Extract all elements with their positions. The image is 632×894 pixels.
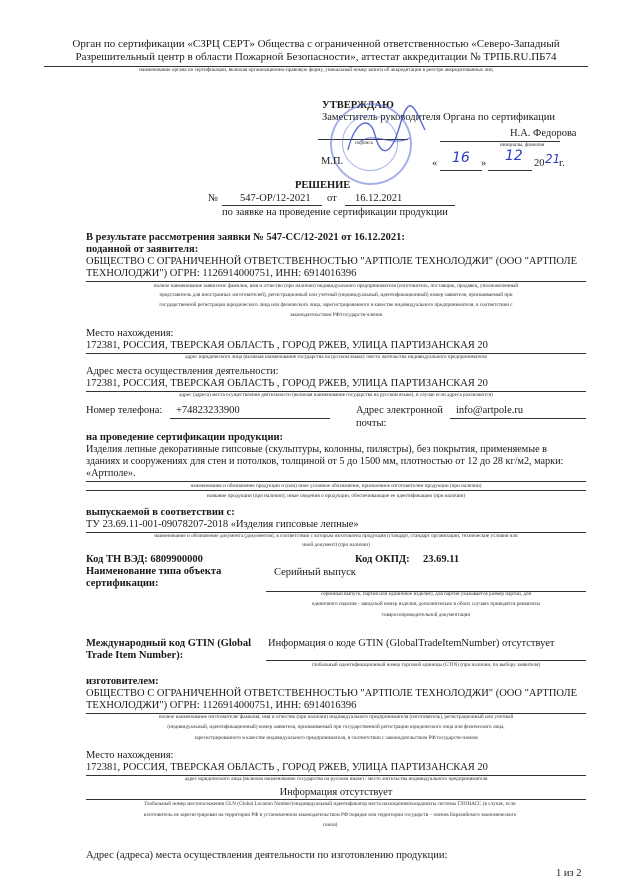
type-caption-3: товаросопроводительной документации xyxy=(381,612,471,618)
date-open-quote: « xyxy=(432,158,438,169)
applicant-caption-2: представитель для иностранных изготовителей), регистрационный или учетный (индивидуальный, идентификационный) номер заявителя, присваиваемый при xyxy=(159,292,513,298)
decision-from-label: от xyxy=(327,193,337,204)
location-caption: адрес юридического лица (включая наименование государства на русском языке) /место жительства индивидуального предпринимателя xyxy=(185,354,487,360)
date-day: 16 xyxy=(452,150,470,166)
okpd-value: 23.69.11 xyxy=(423,554,460,565)
activity-address-caption: адрес (адреса) места осуществления деятельности (включая наименование государства на русском языке), в случае если адреса различаются) xyxy=(179,392,493,398)
okpd-label: Код ОКПД: xyxy=(355,554,410,565)
application-intro: В результате рассмотрения заявки № 547-СС/12-2021 от 16.12.2021: xyxy=(86,232,405,243)
product-caption-1: наименование и обозначение продукции и (или) иное условное обозначение, присвоенное изготовителем продукции (при наличии) xyxy=(190,483,482,489)
decision-number-label: № xyxy=(208,193,219,204)
manufacturer-line-1: ОБЩЕСТВО С ОГРАНИЧЕННОЙ ОТВЕТСТВЕННОСТЬЮ "АРТПОЛЕ ТЕХНОЛОДЖИ" (ООО "АРТПОЛЕ xyxy=(86,688,578,699)
type-label-line-1: Наименование типа объекта xyxy=(86,566,222,577)
manufacturer-caption-2: (индивидуальный, идентификационный) номер заявителя, присваиваемый при государственной регистрации юридического лица или физического лица, xyxy=(167,724,505,730)
manufacturer-location-label: Место нахождения: xyxy=(86,750,174,761)
gln-caption-1: Глобальный номер местоположения GLN (Global Location Number)/индивидуальный идентификатор места нахождения/координаты системы ГЛОНАСС (в случае, если xyxy=(144,801,516,807)
email-underline xyxy=(450,418,586,419)
produced-caption-2: иной документ) (при наличии) xyxy=(302,542,370,548)
manufacturer-location-value: 172381, РОССИЯ, ТВЕРСКАЯ ОБЛАСТЬ , ГОРОД РЖЕВ, УЛИЦА ПАРТИЗАНСКАЯ 20 xyxy=(86,762,488,773)
product-caption-2: название продукции (при наличии); иные сведения о продукции, обеспечивающие ее идентификацию (при наличии) xyxy=(206,493,466,499)
approval-position: Заместитель руководителя Органа по сертификации xyxy=(322,112,556,123)
applicant-underline xyxy=(86,281,586,282)
applicant-line-2: ТЕХНОЛОДЖИ") ОГРН: 1126914000751, ИНН: 6914016396 xyxy=(86,268,357,279)
email-label-line-2: почты: xyxy=(356,418,387,429)
product-line-1: Изделия лепные декоративные гипсовые (скульптуры, колонны, пилястры), без покрытия, применяемые в xyxy=(86,444,547,455)
gtin-label-line-1: Международный код GTIN (Global xyxy=(86,638,252,649)
decision-title: РЕШЕНИЕ xyxy=(295,180,351,191)
manufacturer-location-caption: адрес юридического лица (включая наименование государства на русском языке) / место жительства индивидуального предпринимателя xyxy=(184,776,488,782)
phone-underline xyxy=(170,418,330,419)
submitted-label: поданной от заявителя: xyxy=(86,244,199,255)
produced-label: выпускаемой в соответствии с: xyxy=(86,507,235,518)
header-line-1: Орган по сертификации «СЗРЦ СЕРТ» Общества с ограниченной ответственностью «Северо-Западный xyxy=(72,38,560,50)
produced-caption-1: наименование и обозначение документа (документов), в соответствии с которым изготовлена продукция (стандарт, стандарт организации, технические условия или xyxy=(154,533,518,539)
product-underline-2 xyxy=(86,490,586,491)
gln-caption-2: изготовитель не зарегистрирован на территории РФ в установленном законодательством РФ порядке или территории государств – членов Евразийского экономического xyxy=(143,812,517,818)
tn-ved-code: Код ТН ВЭД: 6809900000 xyxy=(86,554,203,565)
produced-value: ТУ 23.69.11-001-09078207-2018 «Изделия гипсовые лепные» xyxy=(86,519,359,530)
gtin-caption: глобальный идентификационный номер торговой единицы (GTIN) (при наличии, по выбору заявителя) xyxy=(311,662,541,668)
email-value: info@artpole.ru xyxy=(456,405,524,416)
decision-date: 16.12.2021 xyxy=(355,193,403,204)
approval-title: УТВЕРЖДАЮ xyxy=(322,100,394,111)
product-line-3: «Артполе». xyxy=(86,468,136,479)
decision-subtitle: по заявке на проведение сертификации продукции xyxy=(222,207,448,218)
signature-drawing xyxy=(330,100,440,180)
type-caption-1: серийный выпуск, партия или единичное изделие), для партии указывается размер партии, для xyxy=(321,591,531,597)
date-close-quote: » xyxy=(481,158,487,169)
date-year: 21 xyxy=(545,152,561,166)
manufacturer-caption-3: зарегистрированного в качестве индивидуального предпринимателя, в соответствии с законодательством РФ/государств-членов xyxy=(194,735,478,741)
approver-name: Н.А. Федорова xyxy=(510,128,577,139)
gtin-underline xyxy=(266,660,586,661)
decision-number: 547-ОР/12-2021 xyxy=(240,193,311,204)
name-caption: инициалы, фамилия xyxy=(500,142,545,148)
applicant-line-1: ОБЩЕСТВО С ОГРАНИЧЕННОЙ ОТВЕТСТВЕННОСТЬЮ "АРТПОЛЕ ТЕХНОЛОДЖИ" (ООО "АРТПОЛЕ xyxy=(86,256,578,267)
production-address-label: Адрес (адреса) места осуществления деятельности по изготовлению продукции: xyxy=(86,850,448,861)
manufacturer-label: изготовителем: xyxy=(86,676,159,687)
applicant-caption-3: государственной регистрации юридического лица или физического лица, зарегистрированного в качестве индивидуального предпринимателя, в соответствии с xyxy=(159,302,513,308)
gln-value: Информация отсутствует xyxy=(279,787,393,798)
product-label: на проведение сертификации продукции: xyxy=(86,432,284,443)
mp-label: М.П. xyxy=(321,156,344,167)
date-year-prefix: 20 xyxy=(534,158,545,169)
type-label-line-2: сертификации: xyxy=(86,578,159,589)
date-suffix: г. xyxy=(559,158,565,169)
email-label-line-1: Адрес электронной xyxy=(356,405,443,416)
gln-underline xyxy=(86,799,586,800)
phone-label: Номер телефона: xyxy=(86,405,163,416)
manufacturer-line-2: ТЕХНОЛОДЖИ") ОГРН: 1126914000751, ИНН: 6914016396 xyxy=(86,700,357,711)
location-label: Место нахождения: xyxy=(86,328,174,339)
product-line-2: зданиях и сооружениях для стен и потолков, толщиной от 5 до 1500 мм, плотностью от 12 до 28 кг/м2, марки: xyxy=(86,456,564,467)
applicant-caption-4: законодательством РФ/государств-членов xyxy=(290,312,382,318)
decision-number-line xyxy=(222,205,322,206)
signature-caption: подпись xyxy=(355,140,374,146)
header-caption: наименование органа по сертификации, включая организационно-правовую форму, уникальный номер записи об аккредитации в реестре аккредитованных лиц xyxy=(139,67,493,73)
type-value: Серийный выпуск xyxy=(274,567,356,578)
phone-value: +74823233900 xyxy=(176,405,240,416)
product-underline xyxy=(86,481,586,482)
activity-address-label: Адрес места осуществления деятельности: xyxy=(86,366,279,377)
manufacturer-caption-1: полное наименование изготовителя/ фамилия, имя и отчество (при наличии) индивидуального предпринимателя (изготовитель), регистрационный или учетный xyxy=(158,714,514,720)
page-number: 1 из 2 xyxy=(556,868,582,879)
activity-address-value: 172381, РОССИЯ, ТВЕРСКАЯ ОБЛАСТЬ , ГОРОД РЖЕВ, УЛИЦА ПАРТИЗАНСКАЯ 20 xyxy=(86,378,488,389)
location-value: 172381, РОССИЯ, ТВЕРСКАЯ ОБЛАСТЬ , ГОРОД РЖЕВ, УЛИЦА ПАРТИЗАНСКАЯ 20 xyxy=(86,340,488,351)
gtin-label-line-2: Trade Item Number): xyxy=(86,650,184,661)
date-day-line xyxy=(440,170,482,171)
applicant-caption-1: полное наименование заявителя/ фамилия, имя и отчество (при наличии) индивидуального предпринимателя (изготовитель, поставщик, продавец, уполномоченный xyxy=(153,283,519,289)
gtin-value: Информация о коде GTIN (GlobalTradeItemNumber) отсутствует xyxy=(268,638,555,649)
type-caption-2: единичного изделия - заводской номер изделия, дополнительно в обоих случаях приводятся реквизиты xyxy=(312,601,540,607)
date-month: 12 xyxy=(505,148,523,164)
date-month-line xyxy=(488,170,532,171)
decision-date-line xyxy=(345,205,455,206)
gln-caption-3: союза) xyxy=(322,822,338,828)
header-line-2: Разрешительный центр в области Пожарной Безопасности», аттестат аккредитации № ТРПБ.RU.ПБ74 xyxy=(75,51,557,63)
